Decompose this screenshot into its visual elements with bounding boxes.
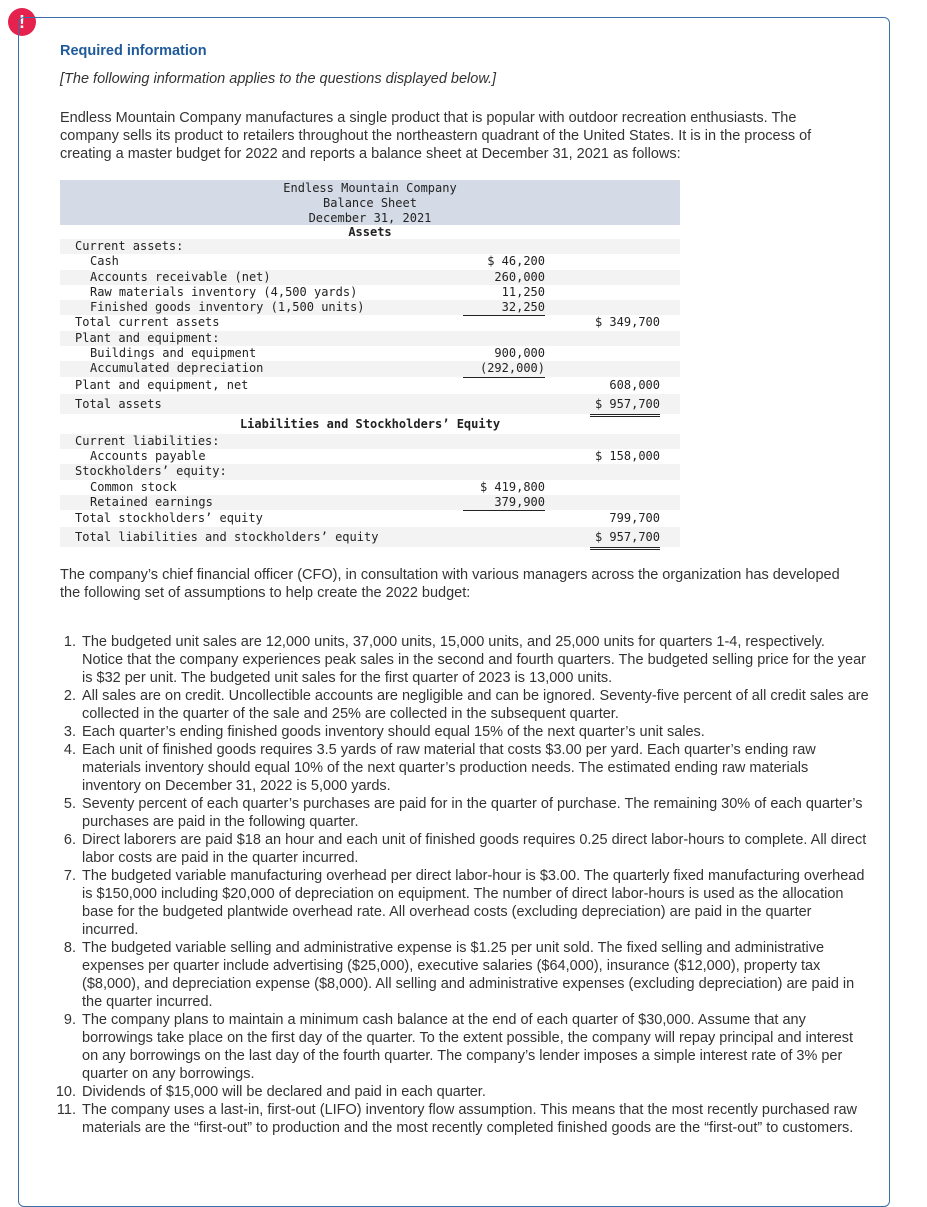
total-se-value: 799,700 bbox=[590, 510, 660, 528]
table-row bbox=[60, 315, 680, 330]
row-label: Total current assets bbox=[75, 315, 220, 330]
table-row bbox=[60, 464, 680, 479]
list-item: 4. Each unit of finished goods requires 3.5 yards of raw material that costs $3.00 per yard. Each quarter’s ending raw materials inventory should equal 10% of the next quarter’s production needs. The estimated ending raw materials inventory on December 31, 2022 is 5,000 yards. bbox=[80, 741, 870, 795]
statement-date: December 31, 2021 bbox=[308, 211, 432, 225]
table-row bbox=[60, 270, 680, 285]
list-item: 5. Seventy percent of each quarter’s purchases are paid for in the quarter of purchase. The remaining 30% of each quarter’s purchases are paid in the following quarter. bbox=[80, 795, 870, 831]
list-item: 6. Direct laborers are paid $18 an hour and each unit of finished goods requires 0.25 direct labor-hours to complete. All direct labor costs are paid in the quarter incurred. bbox=[80, 831, 870, 867]
total-le-value: $ 957,700 bbox=[590, 527, 660, 550]
row-label: Finished goods inventory (1,500 units) bbox=[90, 300, 365, 315]
table-row bbox=[60, 346, 680, 361]
be-value: 900,000 bbox=[494, 346, 545, 361]
total-assets-value: $ 957,700 bbox=[590, 394, 660, 417]
row-label: Buildings and equipment bbox=[90, 346, 257, 361]
fg-value: 32,250 bbox=[463, 300, 545, 316]
total-current-value: $ 349,700 bbox=[594, 315, 660, 330]
list-item: 2. All sales are on credit. Uncollectible accounts are negligible and can be ignored. Seventy-five percent of all credit sales are collected in the quarter of the sale and 25% are collected in the subsequent quarter. bbox=[80, 687, 870, 723]
table-row bbox=[60, 300, 680, 315]
list-item: 9. The company plans to maintain a minimum cash balance at the end of each quarter of $30,000. Assume that any borrowings take place on the first day of the quarter. To the extent possible, the company will repay principal and interest on any borrowings on the last day of the fourth quarter. The company’s lender imposes a simple interest rate of 3% per quarter on any borrowings. bbox=[80, 1011, 870, 1083]
balance-sheet-header bbox=[60, 180, 680, 225]
table-row bbox=[60, 527, 680, 547]
row-label: Accounts receivable (net) bbox=[90, 269, 271, 284]
list-item: 11. The company uses a last-in, first-out (LIFO) inventory flow assumption. This means that the most recently purchased raw materials are the “first-out” to production and the most recently completed finished goods are the “first-out” to customers. bbox=[80, 1101, 870, 1137]
list-item: 7. The budgeted variable manufacturing overhead per direct labor-hour is $3.00. The quarterly fixed manufacturing overhead is $150,000 including $20,000 of depreciation on equipment. The number of direct labor-hours is used as the allocation base for the budgeted plantwide overhead rate. All overhead costs (excluding depreciation) are paid in the quarter incurred. bbox=[80, 867, 870, 939]
ap-value: $ 158,000 bbox=[594, 448, 660, 463]
balance-sheet bbox=[60, 180, 680, 547]
table-row bbox=[60, 331, 680, 346]
list-item: 8. The budgeted variable selling and administrative expense is $1.25 per unit sold. The fixed selling and administrative expenses per quarter include advertising ($25,000), executive salaries ($64,000), insurance ($12,000), property tax ($8,000), and depreciation expense ($8,000). All selling and administrative expenses (excluding depreciation) are paid in the quarter incurred. bbox=[80, 939, 870, 1011]
table-row bbox=[60, 480, 680, 495]
table-row bbox=[60, 510, 680, 527]
row-label: Total assets bbox=[75, 396, 162, 411]
row-label: Accounts payable bbox=[90, 448, 206, 463]
liabilities-heading: Liabilities and Stockholders’ Equity bbox=[239, 416, 501, 431]
assumptions-list bbox=[60, 633, 870, 1137]
row-label: Retained earnings bbox=[90, 494, 213, 509]
table-row bbox=[60, 254, 680, 269]
table-row bbox=[60, 239, 680, 254]
row-label: Current liabilities: bbox=[75, 433, 220, 448]
company-name: Endless Mountain Company bbox=[283, 181, 457, 195]
table-row bbox=[60, 495, 680, 510]
ad-value: (292,000) bbox=[463, 361, 545, 377]
alert-icon: ! bbox=[8, 8, 36, 36]
pe-net-value: 608,000 bbox=[590, 377, 660, 395]
cash-value: $ 46,200 bbox=[487, 254, 545, 269]
row-label: Total liabilities and stockholders’ equity bbox=[75, 530, 379, 545]
table-row bbox=[60, 361, 680, 376]
table-row bbox=[60, 285, 680, 300]
row-label: Common stock bbox=[90, 479, 177, 494]
table-row bbox=[60, 377, 680, 394]
table-row bbox=[60, 394, 680, 414]
cs-value: $ 419,800 bbox=[479, 479, 545, 494]
cfo-paragraph: The company’s chief financial officer (CFO), in consultation with various managers across the organization has developed the following set of assumptions to help create the 2022 budget: bbox=[60, 567, 840, 601]
intro-paragraph: Endless Mountain Company manufactures a single product that is popular with outdoor recreation enthusiasts. The company sells its product to retailers throughout the northeastern quadrant of the United States. It is in the process of creating a master budget for 2022 and reports a balance sheet at December 31, 2021 as follows: bbox=[60, 110, 812, 162]
required-information-title: Required information bbox=[60, 43, 207, 59]
re-value: 379,900 bbox=[463, 495, 545, 511]
applies-note: [The following information applies to the questions displayed below.] bbox=[60, 71, 497, 87]
rm-value: 11,250 bbox=[501, 284, 545, 299]
row-label: Stockholders’ equity: bbox=[75, 464, 227, 479]
assets-heading: Assets bbox=[348, 225, 392, 239]
row-label: Current assets: bbox=[75, 239, 184, 253]
statement-name: Balance Sheet bbox=[323, 196, 417, 210]
list-item: 10. Dividends of $15,000 will be declared and paid in each quarter. bbox=[80, 1083, 870, 1101]
row-label: Raw materials inventory (4,500 yards) bbox=[90, 284, 358, 299]
ar-value: 260,000 bbox=[494, 269, 545, 284]
row-label: Accumulated depreciation bbox=[90, 361, 264, 376]
row-label: Total stockholders’ equity bbox=[75, 511, 263, 526]
table-row bbox=[60, 449, 680, 464]
table-row bbox=[60, 434, 680, 449]
row-label: Plant and equipment: bbox=[75, 330, 220, 345]
list-item: 3. Each quarter’s ending finished goods inventory should equal 15% of the next quarter’s unit sales. bbox=[80, 723, 870, 741]
row-label: Plant and equipment, net bbox=[75, 377, 249, 392]
list-item: 1. The budgeted unit sales are 12,000 units, 37,000 units, 15,000 units, and 25,000 units for quarters 1-4, respectively. Notice that the company experiences peak sales in the second and fourth quarters. The budgeted selling price for the year is $32 per unit. The budgeted unit sales for the first quarter of 2023 is 13,000 units. bbox=[80, 633, 870, 687]
row-label: Cash bbox=[90, 254, 119, 269]
